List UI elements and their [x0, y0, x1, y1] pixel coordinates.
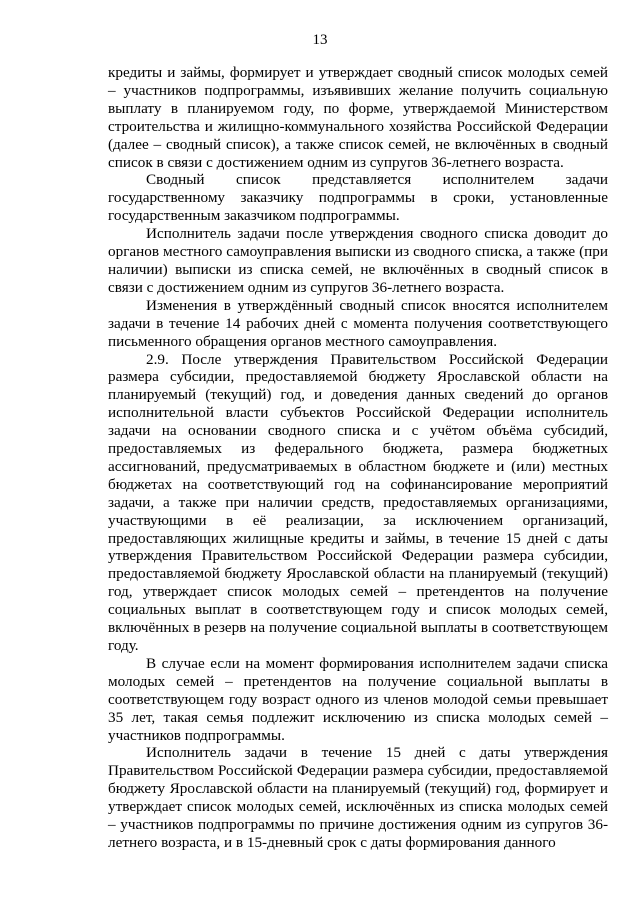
paragraph-consolidated-list-submission: Сводный список представляется исполнителем задачи государственному заказчику подпрограммы в сроки, установленные государственным заказчиком подпрограммы. [108, 171, 608, 225]
paragraph-age-exclusion: В случае если на момент формирования исполнителем задачи списка молодых семей – претендентов на получение социальной выплаты в соответствующем году возраст одного из членов молодой семьи превышает 35 лет, такая семья подлежит исключению из списка молодых семей – участников подпрограммы. [108, 654, 608, 744]
paragraph-clause-2-9: 2.9. После утверждения Правительством Российской Федерации размера субсидии, предоставляемой бюджету Ярославской области на планируемый (текущий) год, и доведения данных сведений до органов исполнительной власти субъектов Российской Федерации исполнитель задачи на основании сводного списка и с учётом объёма субсидий, предоставляемых из федерального бюджета, размера бюджетных ассигнований, предусматриваемых в областном бюджете и (или) местных бюджетах на соответствующий год на софинансирование мероприятий задачи, а также при наличии средств, предоставляемых организациями, участвующими в её реализации, за исключением организаций, предоставляющих жилищные кредиты и займы, в течение 15 дней с даты утверждения Правительством Российской Федерации размера субсидии, предоставляемой бюджету Ярославской области на планируемый (текущий) год, утверждает список молодых семей – претендентов на получение социальных выплат в соответствующем году и список молодых семей, включённых в резерв на получение социальной выплаты в соответствующем году. [108, 350, 608, 654]
paragraph-list-changes: Изменения в утверждённый сводный список вносятся исполнителем задачи в течение 14 рабочих дней с момента получения соответствующего письменного обращения органов местного самоуправления. [108, 296, 608, 350]
paragraph-list-extracts: Исполнитель задачи после утверждения сводного списка доводит до органов местного самоуправления выписки из сводного списка, а также (при наличии) выписки из списка семей, не включённых в сводный список в связи с достижением одним из супругов 36-летнего возраста. [108, 225, 608, 296]
paragraph-excluded-families-list: Исполнитель задачи в течение 15 дней с даты утверждения Правительством Российской Федерации размера субсидии, предоставляемой бюджету Ярославской области на планируемый (текущий) год, формирует и утверждает список молодых семей, исключённых из списка молодых семей – участников подпрограммы по причине достижения одним из супругов 36-летнего возраста, и в 15-дневный срок с даты формирования данного [108, 744, 608, 851]
paragraph-continuation: кредиты и займы, формирует и утверждает сводный список молодых семей – участников подпрограммы, изъявивших желание получить социальную выплату в планируемом году, по форме, утверждаемой Министерством строительства и жилищно-коммунального хозяйства Российской Федерации (далее – сводный список), а также список семей, не включённых в сводный список в связи с достижением одним из супругов 36-летнего возраста. [108, 64, 608, 171]
document-body [108, 64, 608, 852]
page-number: 13 [312, 32, 328, 48]
